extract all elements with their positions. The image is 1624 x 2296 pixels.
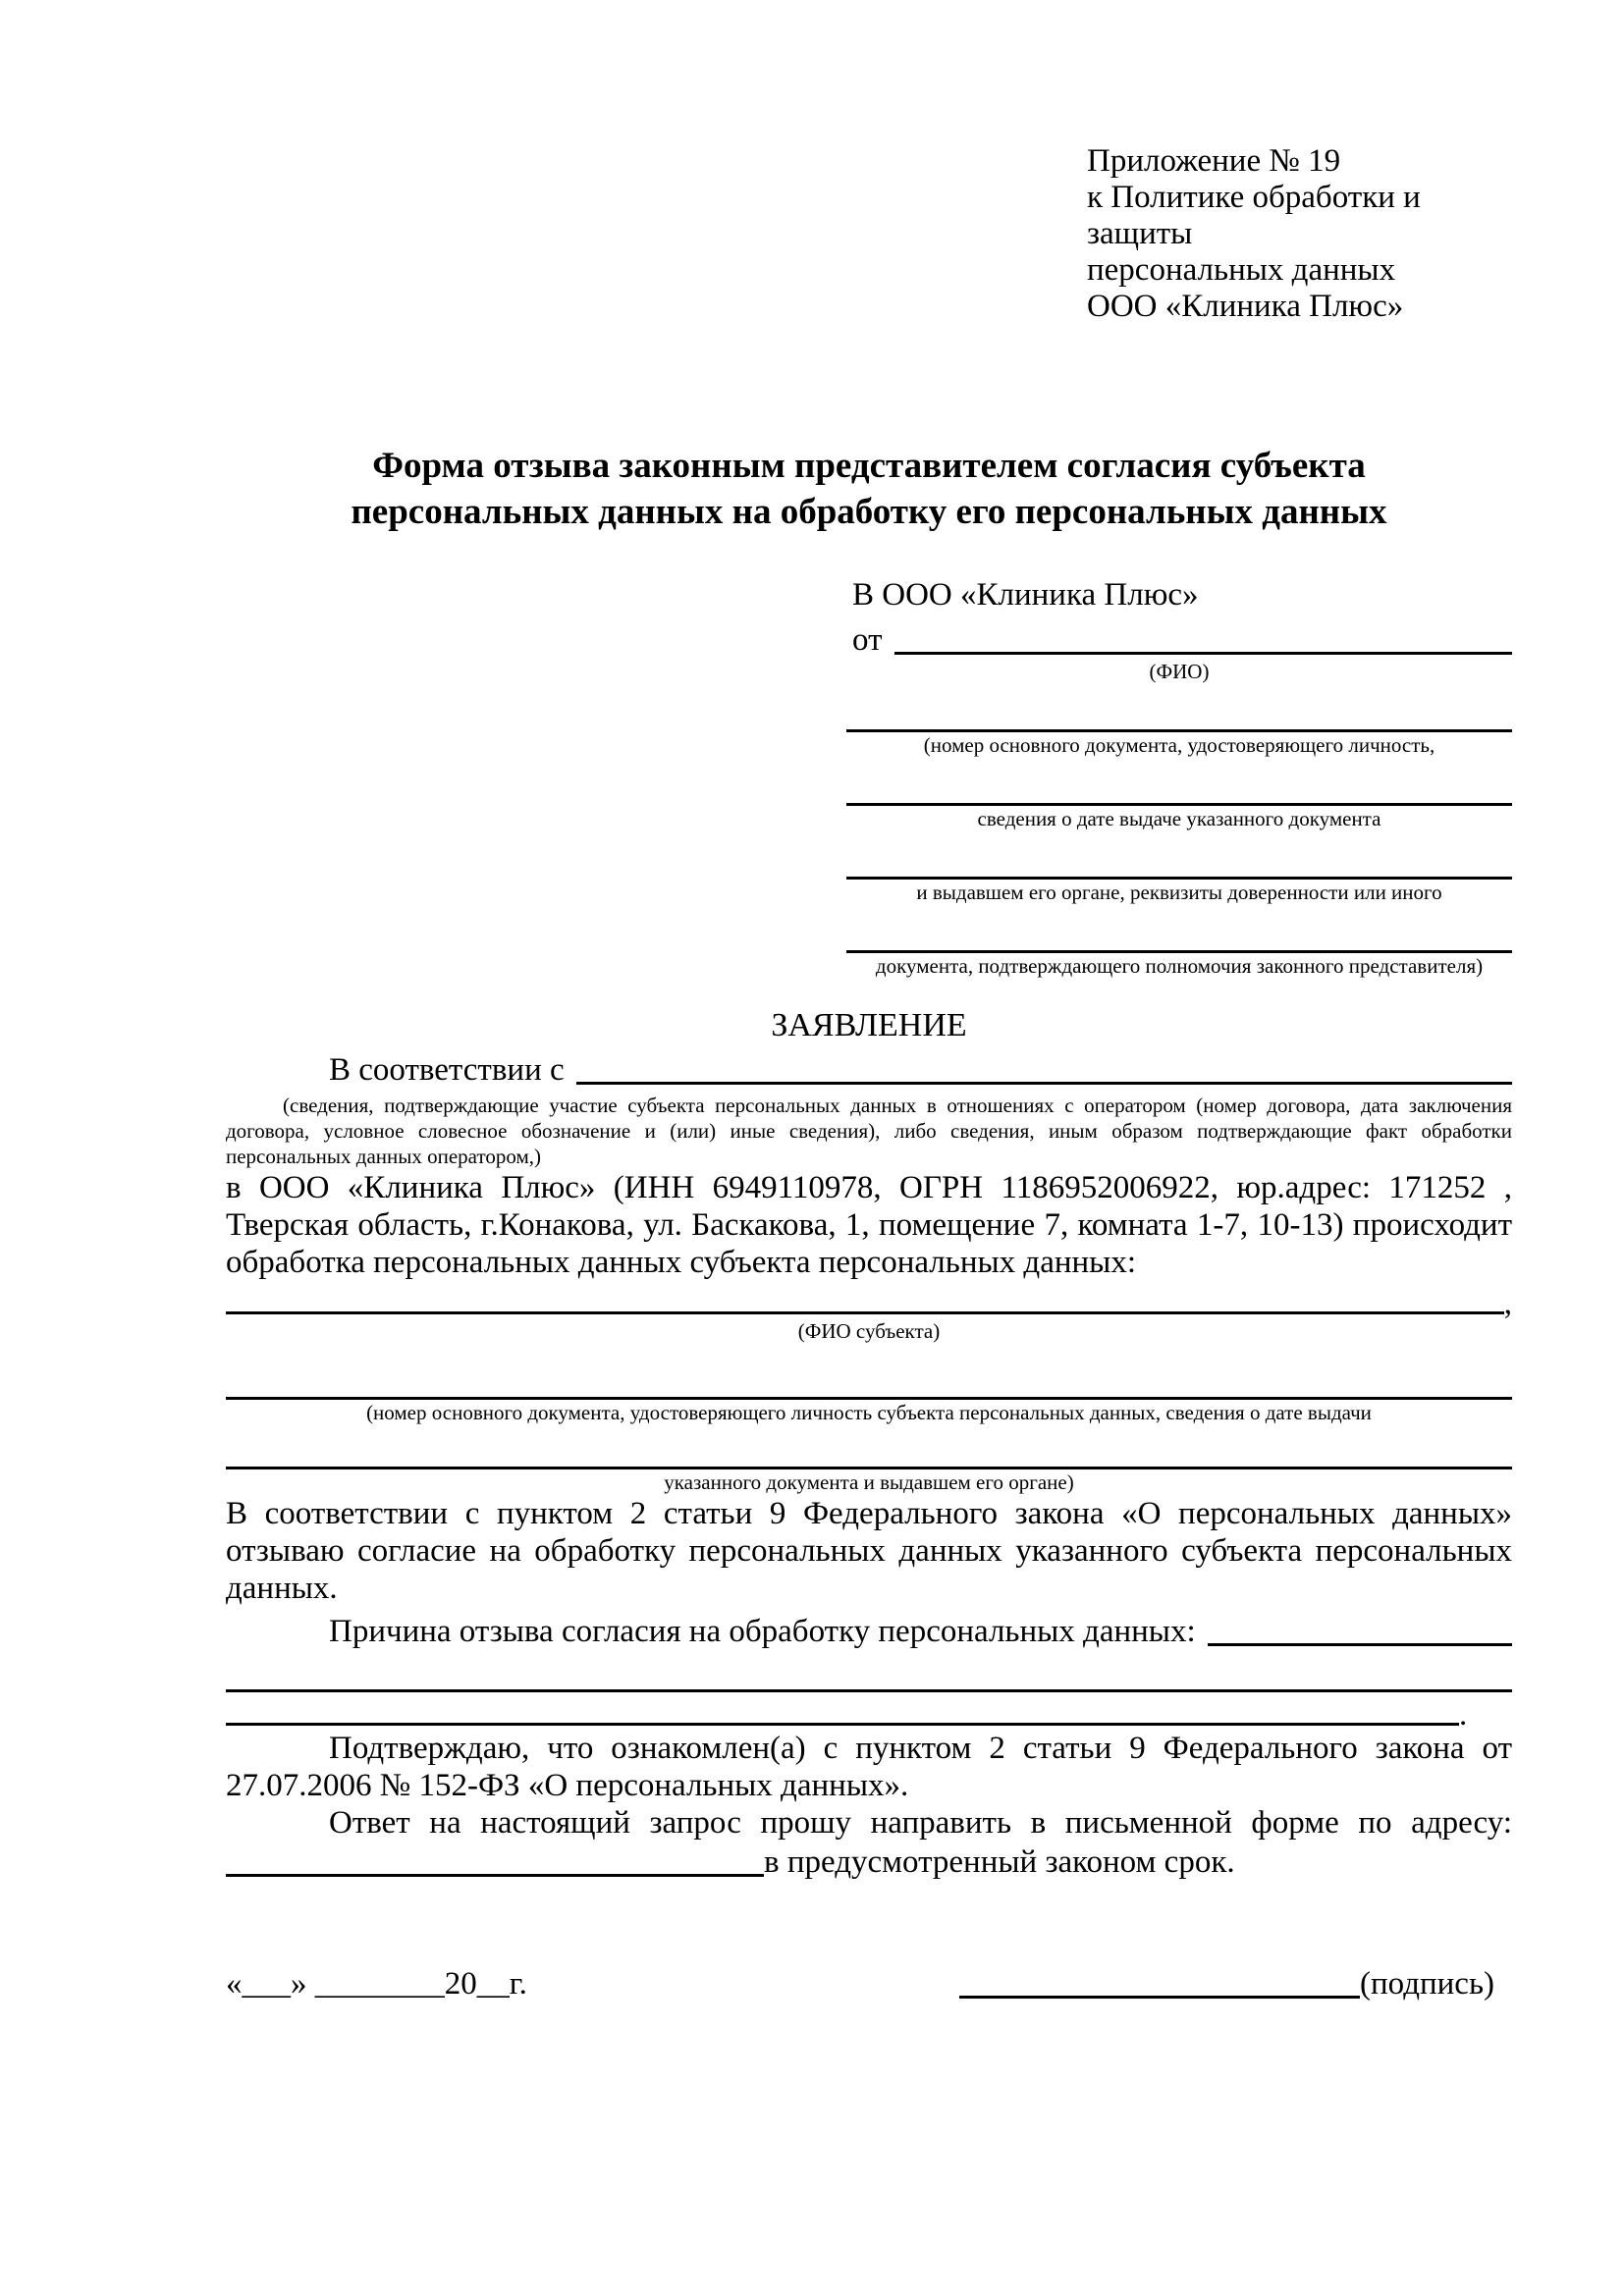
title-line: Форма отзыва законным представителем согласия субъекта bbox=[372, 446, 1366, 486]
fio-caption: (ФИО) bbox=[1149, 660, 1210, 683]
withdraw-paragraph: В соответствии с пунктом 2 статьи 9 Федерального закона «О персональных данных» отзываю согласие на обработку персональных данных указанного субъекта персональных данных. bbox=[226, 1496, 1512, 1606]
appendix-line: Приложение № 19 bbox=[1087, 143, 1341, 179]
reason-row bbox=[226, 1607, 1512, 1650]
intro-prefix: В соответствии с bbox=[329, 1052, 565, 1088]
doc-caption: и выдавшем его органе, реквизиты доверенности или иного bbox=[916, 881, 1442, 904]
doc-blank-line bbox=[846, 702, 1512, 732]
subject-doc-caption: указанного документа и выдавшем его органе) bbox=[664, 1470, 1074, 1494]
signature-group bbox=[959, 1965, 1494, 2002]
fio-blank-line bbox=[894, 652, 1513, 655]
intro-row bbox=[226, 1045, 1512, 1089]
reply-suffix: в предусмотренный законом срок. bbox=[764, 1844, 1235, 1880]
appendix-line: к Политике обработки и защиты bbox=[1087, 180, 1421, 251]
reply-address-blank-line bbox=[226, 1874, 764, 1877]
reason-period: . bbox=[1459, 1697, 1468, 1733]
operator-paragraph: в ООО «Клиника Плюс» (ИНН 6949110978, ОГРН 1186952006922, юр.адрес: 171252 , Тверская область, г.Конакова, ул. Баскакова, 1, помещение 7, комната 1-7, 10-13) происходит обработка персональных данных субъекта персональных данных: bbox=[226, 1170, 1512, 1280]
appendix-line: ООО «Клиника Плюс» bbox=[1087, 289, 1404, 324]
addressee-block bbox=[846, 574, 1512, 979]
subject-doc-caption: (номер основного документа, удостоверяющего личность субъекта персональных данных, сведения о дате выдачи bbox=[366, 1401, 1372, 1424]
reason-blank-line-full bbox=[226, 1723, 1459, 1726]
subject-line-comma: , bbox=[1503, 1286, 1512, 1321]
signature-blank-line bbox=[959, 1996, 1360, 1999]
intro-blank-line bbox=[576, 1082, 1512, 1085]
doc-blank-line bbox=[846, 775, 1512, 806]
subject-fio-caption: (ФИО субъекта) bbox=[797, 1319, 941, 1343]
subject-fio-blank-line bbox=[226, 1311, 1504, 1314]
document-title bbox=[226, 443, 1512, 535]
date-line: «___» ________20__г. bbox=[226, 1966, 527, 2002]
reply-address-paragraph: Ответ на настоящий запрос прошу направить в письменной форме по адресу: bbox=[329, 1805, 1512, 1841]
signature-caption: (подпись) bbox=[1360, 1966, 1494, 2002]
reason-blank-line bbox=[1208, 1643, 1512, 1646]
statement-heading: ЗАЯВЛЕНИЕ bbox=[771, 1007, 967, 1043]
subject-doc-blank-line bbox=[226, 1441, 1512, 1469]
doc-caption: документа, подтверждающего полномочия законного представителя) bbox=[875, 954, 1484, 978]
signature-row bbox=[226, 1963, 1494, 2002]
confirm-paragraph: Подтверждаю, что ознакомлен(а) с пунктом 2 статьи 9 Федерального закона от 27.07.2006 № 152-ФЗ «О персональных данных». bbox=[226, 1731, 1512, 1803]
title-line: персональных данных на обработку его персональных данных bbox=[351, 492, 1387, 532]
doc-blank-line bbox=[846, 849, 1512, 880]
reason-prefix: Причина отзыва согласия на обработку персональных данных: bbox=[329, 1614, 1196, 1649]
reply-address-row bbox=[226, 1842, 1512, 1881]
addressee-to: В ООО «Клиника Плюс» bbox=[852, 577, 1199, 613]
reason-blank-row-2 bbox=[226, 1697, 1512, 1733]
appendix-block bbox=[1087, 143, 1512, 325]
doc-caption: (номер основного документа, удостоверяющего личность, bbox=[923, 733, 1435, 757]
subject-doc-blank-line bbox=[226, 1371, 1512, 1400]
intro-caption: (сведения, подтверждающие участие субъекта персональных данных в отношениях с оператором (номер договора, дата заключения договора, условное словесное обозначение и (или) иные сведения), либо сведения, иным образом подтверждающие факт обработки персональных данных оператором,) bbox=[226, 1094, 1512, 1168]
reason-blank-line-full bbox=[226, 1664, 1512, 1692]
subject-fio-row bbox=[226, 1286, 1512, 1321]
appendix-line: персональных данных bbox=[1087, 252, 1396, 288]
doc-blank-line bbox=[846, 923, 1512, 953]
doc-caption: сведения о дате выдаче указанного документа bbox=[977, 807, 1381, 830]
from-label: от bbox=[852, 622, 883, 658]
from-row bbox=[846, 615, 1512, 659]
